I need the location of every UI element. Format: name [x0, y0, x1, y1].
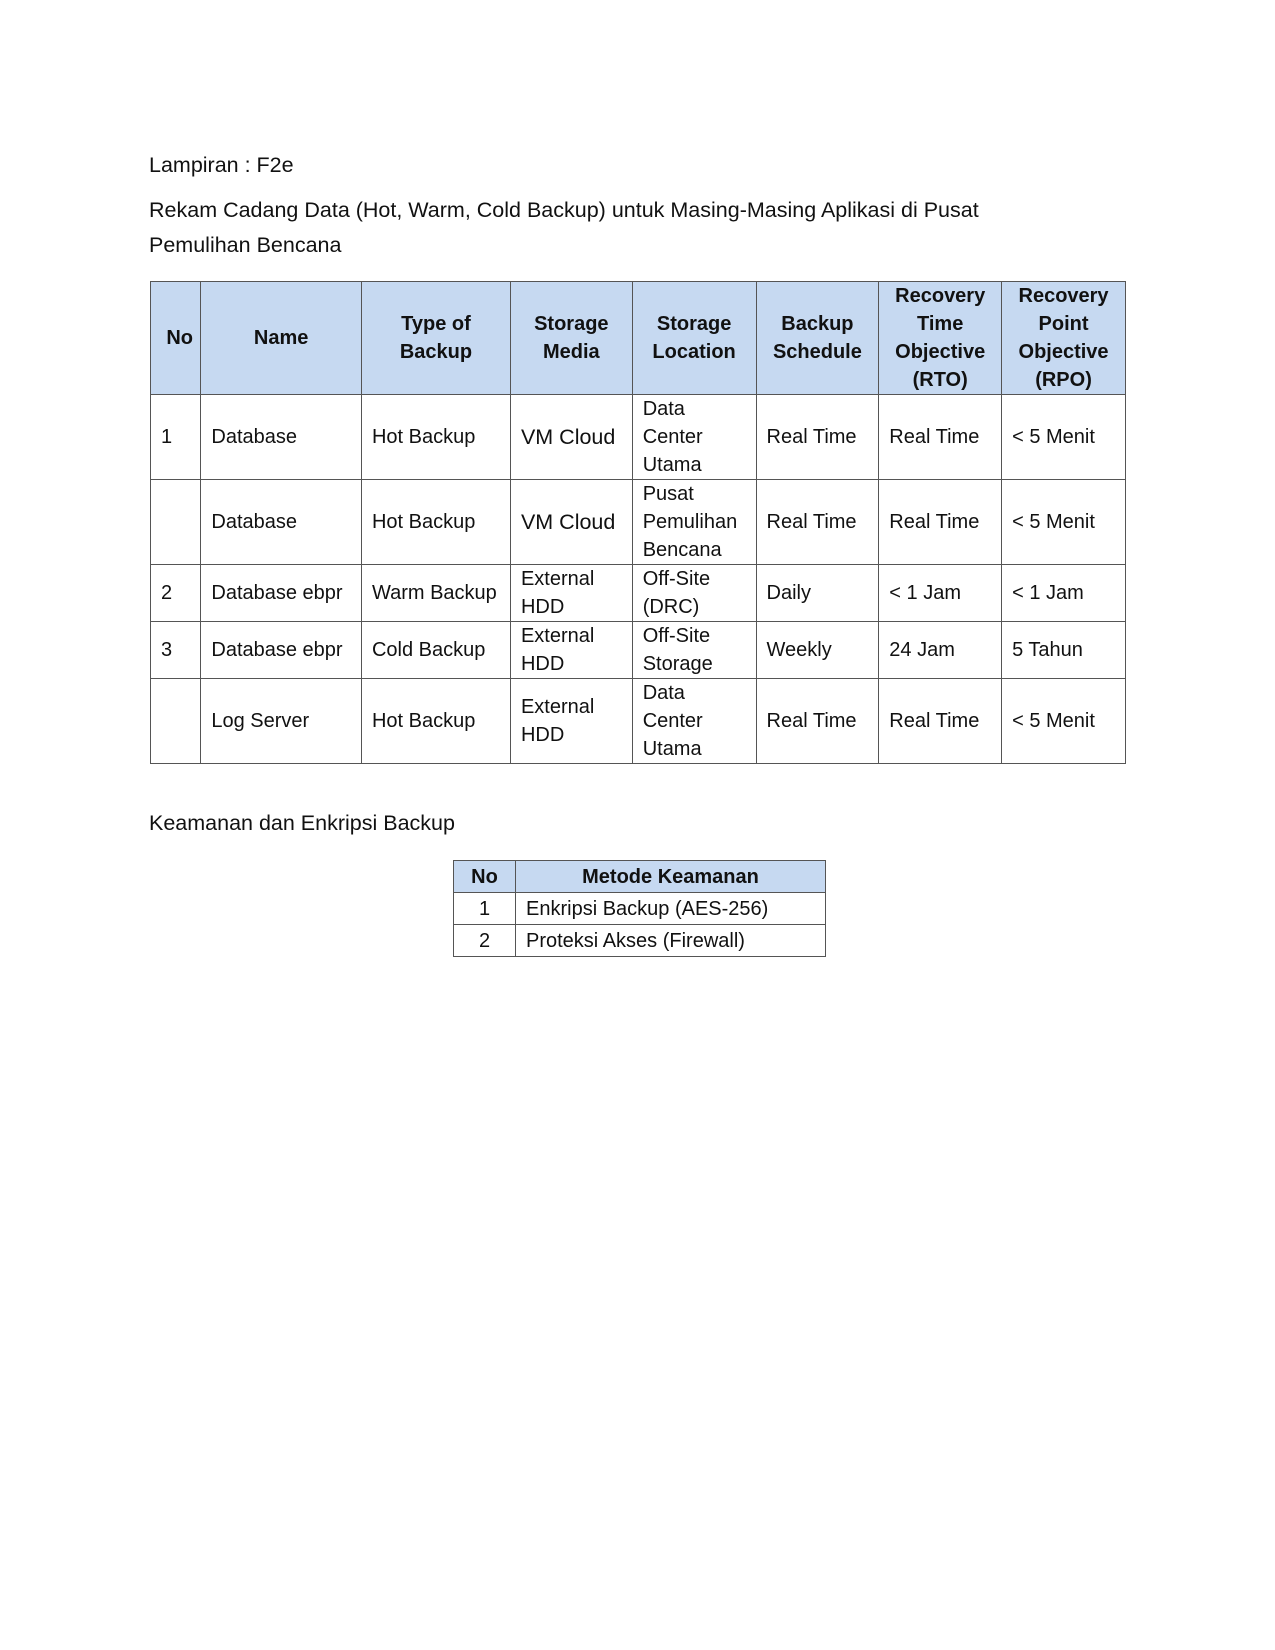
table-row	[151, 480, 1126, 565]
cell-schedule: Daily	[756, 565, 879, 622]
cell-no: 3	[151, 622, 201, 679]
cell-location: Data Center Utama	[632, 395, 756, 480]
cell-name: Database	[201, 480, 362, 565]
cell-no	[151, 679, 201, 764]
header-no: No	[454, 861, 516, 893]
cell-no	[151, 480, 201, 565]
table-row	[454, 925, 826, 957]
cell-no: 1	[454, 893, 516, 925]
header-name: Name	[201, 282, 362, 395]
cell-location: Data Center Utama	[632, 679, 756, 764]
header-type: Type of Backup	[361, 282, 510, 395]
header-rpo: Recovery Point Objective (RPO)	[1002, 282, 1126, 395]
cell-rpo: < 5 Menit	[1002, 480, 1126, 565]
cell-location: Pusat Pemulihan Bencana	[632, 480, 756, 565]
attachment-label: Lampiran : F2e	[149, 153, 294, 177]
cell-schedule: Weekly	[756, 622, 879, 679]
header-location: Storage Location	[632, 282, 756, 395]
table-header-row	[151, 282, 1126, 395]
cell-rpo: < 1 Jam	[1002, 565, 1126, 622]
cell-type: Hot Backup	[361, 480, 510, 565]
cell-media: External HDD	[510, 622, 632, 679]
cell-rpo: < 5 Menit	[1002, 395, 1126, 480]
cell-method: Proteksi Akses (Firewall)	[516, 925, 826, 957]
backup-table	[150, 281, 1126, 764]
cell-no: 2	[151, 565, 201, 622]
cell-schedule: Real Time	[756, 679, 879, 764]
cell-name: Log Server	[201, 679, 362, 764]
cell-rto: Real Time	[879, 679, 1002, 764]
cell-location: Off-Site Storage	[632, 622, 756, 679]
cell-media: VM Cloud	[510, 395, 632, 480]
cell-schedule: Real Time	[756, 480, 879, 565]
cell-type: Hot Backup	[361, 395, 510, 480]
cell-rpo: < 5 Menit	[1002, 679, 1126, 764]
cell-schedule: Real Time	[756, 395, 879, 480]
cell-media: External HDD	[510, 565, 632, 622]
cell-type: Hot Backup	[361, 679, 510, 764]
cell-rto: Real Time	[879, 395, 1002, 480]
cell-no: 1	[151, 395, 201, 480]
cell-rpo: 5 Tahun	[1002, 622, 1126, 679]
header-no: No	[151, 282, 201, 395]
cell-rto: < 1 Jam	[879, 565, 1002, 622]
cell-name: Database ebpr	[201, 622, 362, 679]
cell-rto: Real Time	[879, 480, 1002, 565]
table-row	[151, 622, 1126, 679]
cell-location: Off-Site (DRC)	[632, 565, 756, 622]
cell-name: Database	[201, 395, 362, 480]
table-row	[151, 679, 1126, 764]
header-schedule: Backup Schedule	[756, 282, 879, 395]
table-row	[454, 893, 826, 925]
cell-media: External HDD	[510, 679, 632, 764]
header-rto: Recovery Time Objective (RTO)	[879, 282, 1002, 395]
cell-no: 2	[454, 925, 516, 957]
table-header-row	[454, 861, 826, 893]
table-row	[151, 395, 1126, 480]
cell-type: Warm Backup	[361, 565, 510, 622]
cell-method: Enkripsi Backup (AES-256)	[516, 893, 826, 925]
header-method: Metode Keamanan	[516, 861, 826, 893]
table-row	[151, 565, 1126, 622]
document-title: Rekam Cadang Data (Hot, Warm, Cold Backup) untuk Masing-Masing Aplikasi di Pusat Pemulihan Bencana	[149, 198, 979, 257]
cell-rto: 24 Jam	[879, 622, 1002, 679]
cell-media: VM Cloud	[510, 480, 632, 565]
cell-type: Cold Backup	[361, 622, 510, 679]
security-table	[453, 860, 826, 957]
header-media: Storage Media	[510, 282, 632, 395]
cell-name: Database ebpr	[201, 565, 362, 622]
security-section-title: Keamanan dan Enkripsi Backup	[149, 811, 455, 835]
